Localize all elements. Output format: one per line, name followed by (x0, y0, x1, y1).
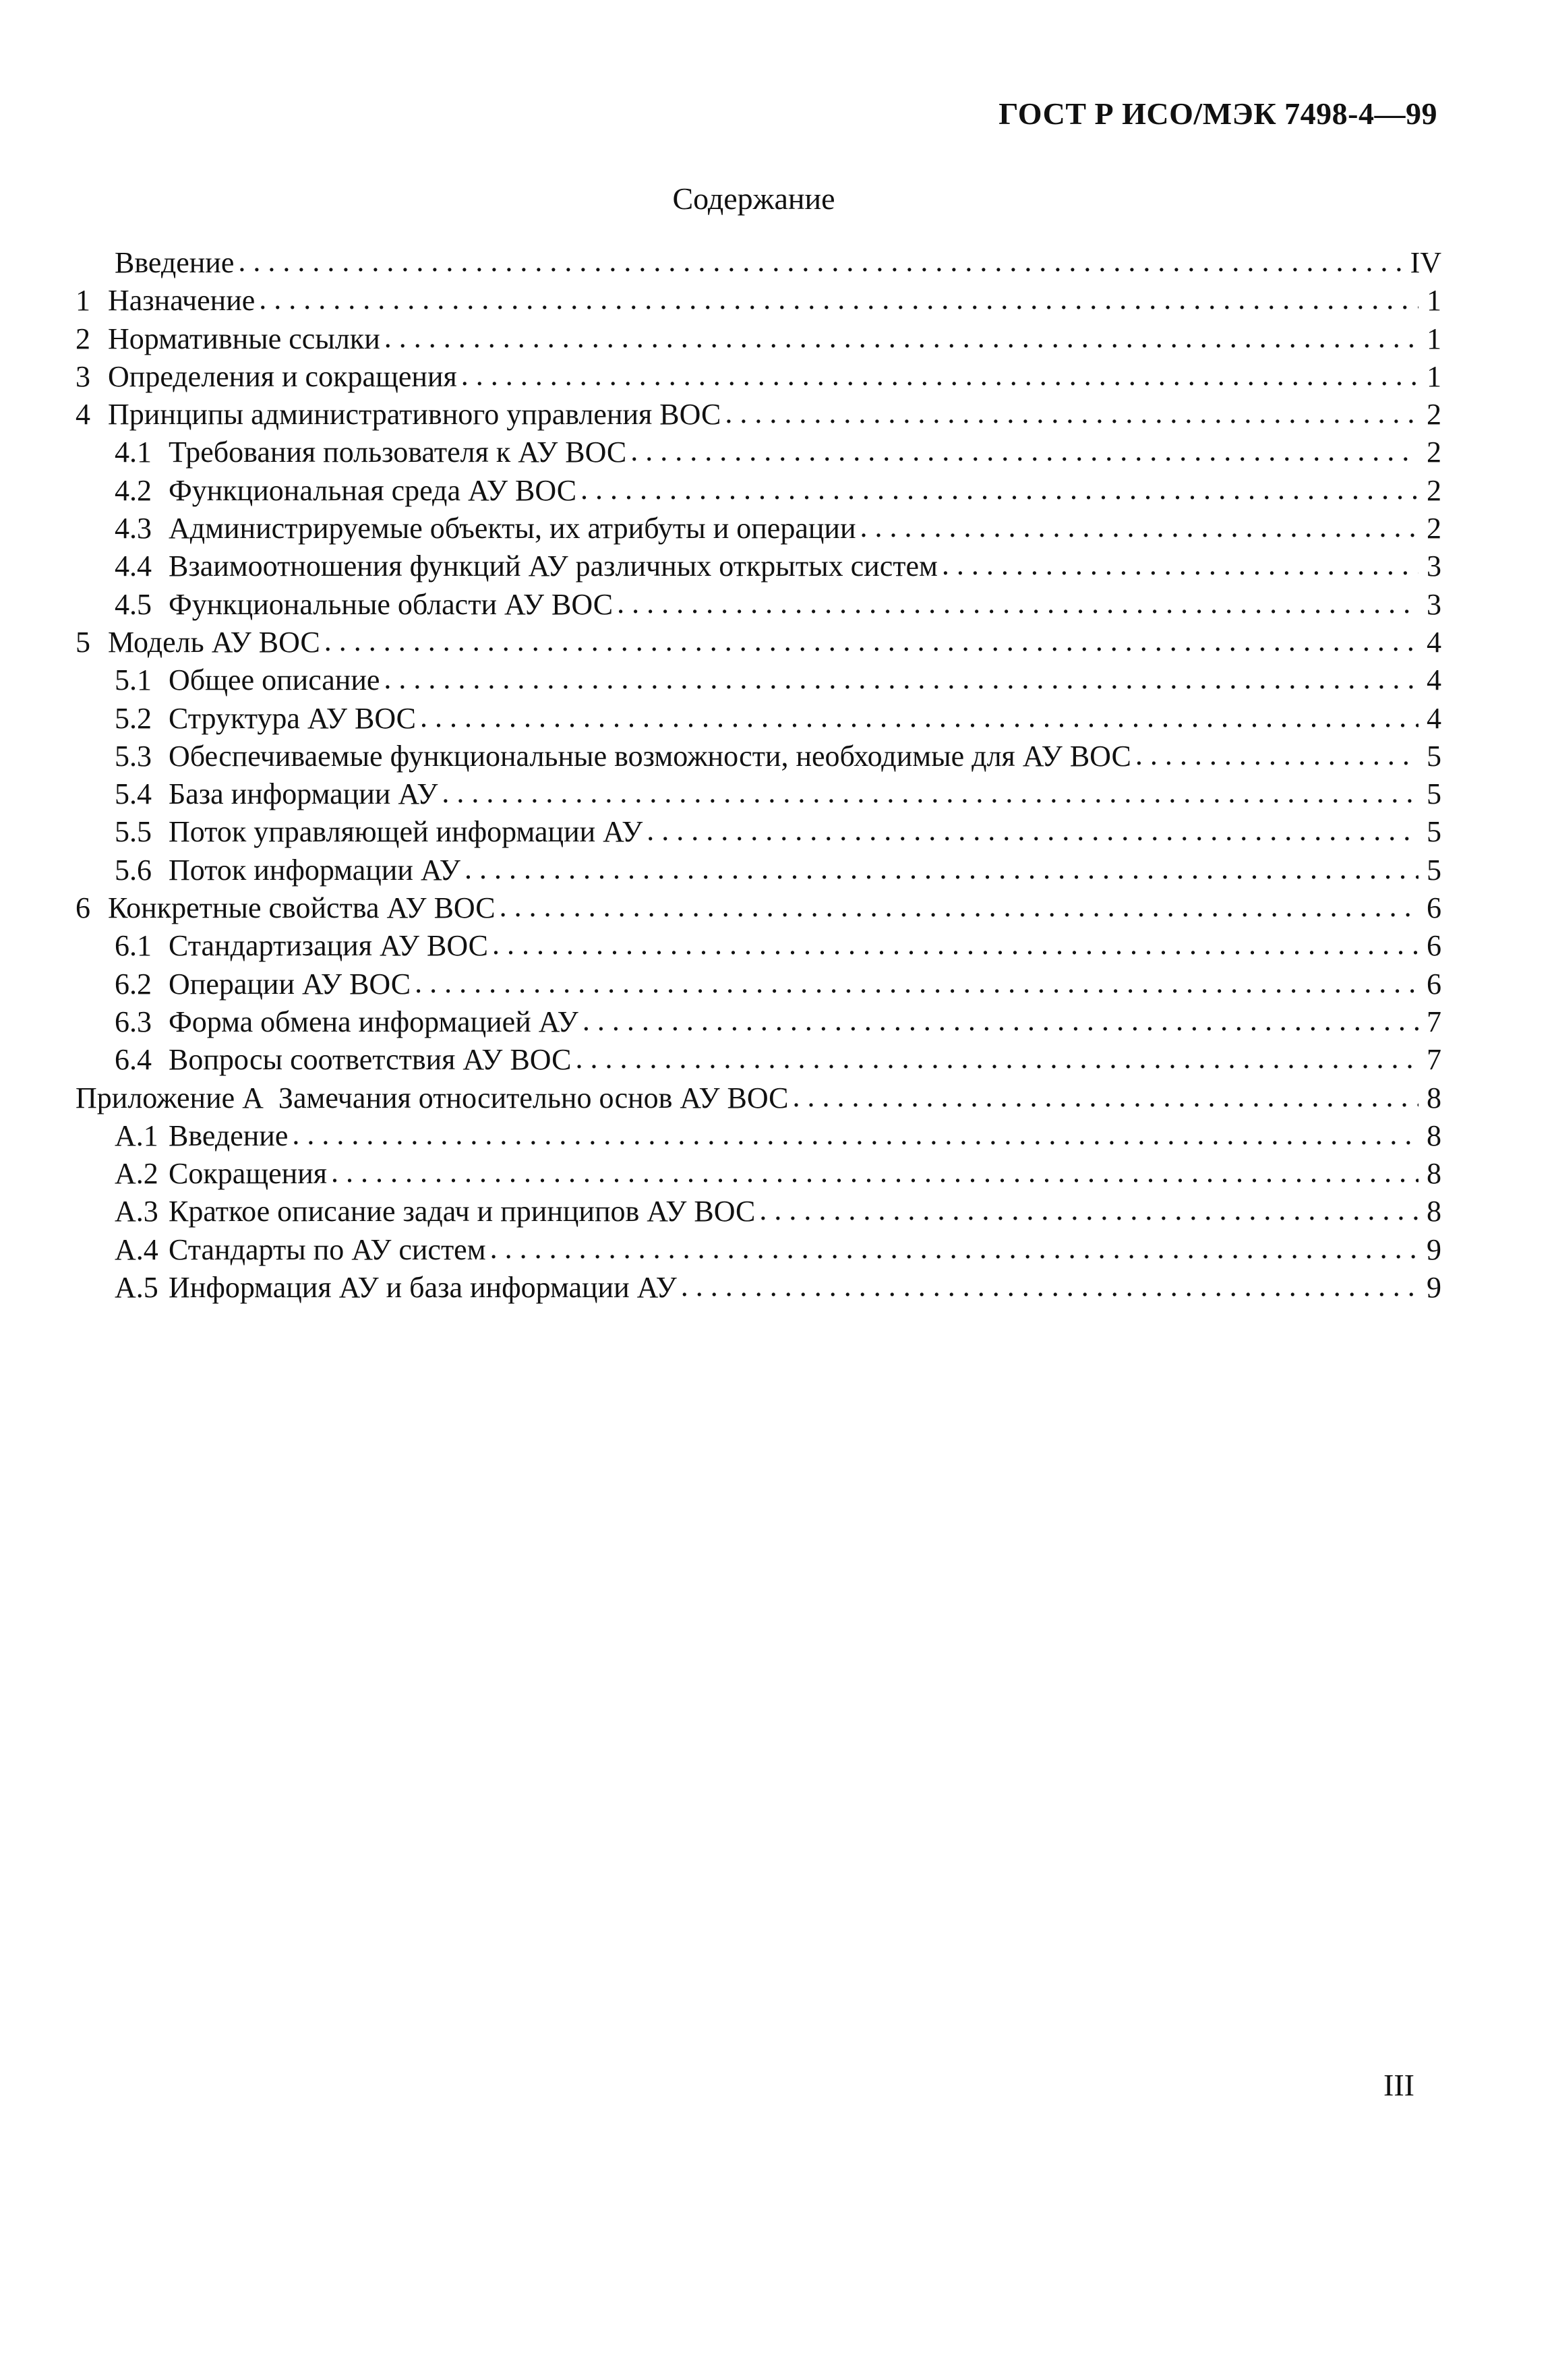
toc-leader-dots (580, 471, 1419, 508)
toc-entry-page: 4 (1427, 663, 1441, 697)
toc-leader-dots (575, 1040, 1419, 1077)
toc-entry-page: 3 (1427, 549, 1441, 583)
toc-entry-page: 2 (1427, 436, 1441, 469)
toc-entry (76, 852, 1441, 889)
toc-leader-dots (617, 585, 1419, 622)
toc-entry-page: 9 (1427, 1271, 1441, 1305)
toc-entry-number: 6 (76, 891, 90, 925)
toc-leader-dots (681, 1268, 1419, 1305)
toc-entry-label: Поток управляющей информации АУ (169, 815, 643, 849)
toc-entry-page: 5 (1427, 815, 1441, 849)
toc-entry-label: Функциональные области АУ ВОС (169, 587, 614, 621)
toc-leader-dots (647, 812, 1419, 850)
toc-leader-dots (942, 546, 1419, 584)
toc-entry (76, 586, 1441, 624)
toc-entry-label: Сокращения (169, 1157, 327, 1191)
toc-entry-label: База информации АУ (169, 777, 438, 811)
toc-entry-number: А.1 (115, 1119, 158, 1152)
toc-entry (76, 624, 1441, 661)
toc-entry-label: Обеспечиваемые функциональные возможности, необходимые для АУ ВОС (169, 739, 1131, 773)
toc-entry-page: 1 (1427, 322, 1441, 355)
toc-leader-dots (324, 622, 1419, 660)
toc-leader-dots (492, 926, 1419, 963)
toc-entry-number: 4 (76, 398, 90, 432)
toc-entry-page: 8 (1427, 1157, 1441, 1191)
toc-entry (76, 1155, 1441, 1193)
toc-leader-dots (630, 432, 1419, 470)
toc-leader-dots (860, 508, 1419, 546)
toc-entry-label: Операции АУ ВОС (169, 967, 411, 1001)
toc-entry (76, 965, 1441, 1003)
toc-entry-page: 1 (1427, 359, 1441, 393)
toc-entry-label: Приложение А Замечания относительно основ АУ ВОС (76, 1081, 789, 1114)
toc-entry-page: 1 (1427, 284, 1441, 318)
toc-entry (76, 320, 1441, 358)
toc-entry-page: 7 (1427, 1005, 1441, 1038)
toc-entry-number: 4.1 (115, 436, 152, 469)
toc-entry (76, 813, 1441, 851)
toc-entry-label: Вопросы соответствия АУ ВОС (169, 1043, 572, 1077)
toc-entry-number: 6.2 (115, 967, 152, 1001)
toc-entry-number: А.4 (115, 1232, 158, 1266)
toc-leader-dots (384, 319, 1419, 357)
toc-entry-number: 4.4 (115, 549, 152, 583)
document-header: ГОСТ Р ИСО/МЭК 7498-4—99 (998, 96, 1437, 131)
toc-entry-number: 4.2 (115, 473, 152, 507)
toc-leader-dots (1135, 736, 1419, 774)
toc-entry (76, 775, 1441, 813)
toc-entry (76, 1117, 1441, 1155)
toc-leader-dots (500, 888, 1419, 926)
toc-entry-number: 4.5 (115, 587, 152, 621)
toc-entry-label: Нормативные ссылки (108, 322, 380, 355)
toc-entry (76, 358, 1441, 396)
toc-entry-number: 5 (76, 625, 90, 659)
toc-entry (76, 1041, 1441, 1079)
toc-entry-page: 8 (1427, 1119, 1441, 1152)
toc-entry-page: 5 (1427, 853, 1441, 887)
toc-entry (76, 889, 1441, 927)
toc-entry-label: Назначение (108, 284, 256, 318)
toc-entry-page: 8 (1427, 1195, 1441, 1228)
toc-entry-label: Краткое описание задач и принципов АУ ВОС (169, 1195, 756, 1228)
toc-entry-label: Структура АУ ВОС (169, 701, 416, 735)
toc-entry-number: 6.3 (115, 1005, 152, 1038)
toc-entry-label: Функциональная среда АУ ВОС (169, 473, 577, 507)
toc-entry-label: Взаимоотношения функций АУ различных открытых систем (169, 549, 938, 583)
toc-entry-number: 1 (76, 284, 90, 318)
toc-leader-dots (725, 394, 1419, 432)
toc-title: Содержание (672, 181, 835, 216)
toc-entry (76, 472, 1441, 510)
toc-entry (76, 547, 1441, 585)
page-number: III (1383, 2068, 1414, 2102)
toc-entry (76, 927, 1441, 965)
toc-entry (76, 434, 1441, 471)
toc-entry (76, 661, 1441, 699)
toc-entry (76, 1231, 1441, 1269)
toc-entry-label: Требования пользователя к АУ ВОС (169, 436, 627, 469)
toc-entry-label: Принципы административного управления ВОС (108, 398, 721, 432)
table-of-contents (76, 244, 1441, 1307)
toc-entry-page: 4 (1427, 701, 1441, 735)
toc-entry (76, 738, 1441, 775)
toc-leader-dots (583, 1002, 1419, 1040)
toc-entry-page: 8 (1427, 1081, 1441, 1114)
toc-entry-page: IV (1410, 246, 1441, 279)
toc-entry-page: 2 (1427, 398, 1441, 432)
toc-entry-page: 2 (1427, 473, 1441, 507)
toc-entry (76, 244, 1441, 282)
toc-entry-page: 7 (1427, 1043, 1441, 1077)
toc-leader-dots (442, 774, 1419, 812)
toc-entry-number: А.5 (115, 1271, 158, 1305)
toc-entry (76, 282, 1441, 320)
toc-entry-label: Стандартизация АУ ВОС (169, 929, 489, 963)
toc-entry-number: А.2 (115, 1157, 158, 1191)
toc-entry-number: 5.2 (115, 701, 152, 735)
toc-entry-number: 6.1 (115, 929, 152, 963)
toc-entry-page: 6 (1427, 967, 1441, 1001)
toc-entry-label: Администрируемые объекты, их атрибуты и операции (169, 512, 856, 545)
toc-entry-label: Стандарты по АУ систем (169, 1232, 486, 1266)
toc-entry-page: 2 (1427, 512, 1441, 545)
toc-entry-label: Модель АУ ВОС (108, 625, 320, 659)
toc-entry (76, 1193, 1441, 1230)
toc-leader-dots (792, 1078, 1419, 1116)
toc-entry-label: Определения и сокращения (108, 359, 457, 393)
toc-entry (76, 1269, 1441, 1307)
toc-entry-page: 4 (1427, 625, 1441, 659)
toc-entry-number: 5.6 (115, 853, 152, 887)
toc-entry-number: 5.4 (115, 777, 152, 811)
toc-entry-number: 4.3 (115, 512, 152, 545)
toc-entry-page: 9 (1427, 1232, 1441, 1266)
toc-entry-label: Информация АУ и база информации АУ (169, 1271, 677, 1305)
toc-entry (76, 396, 1441, 434)
toc-leader-dots (420, 698, 1419, 736)
toc-leader-dots (292, 1116, 1419, 1154)
toc-entry-number: 5.5 (115, 815, 152, 849)
toc-leader-dots (238, 243, 1406, 280)
toc-leader-dots (259, 280, 1419, 318)
toc-entry (76, 1003, 1441, 1041)
toc-leader-dots (759, 1191, 1419, 1229)
toc-entry-number: 5.1 (115, 663, 152, 697)
toc-entry-page: 5 (1427, 739, 1441, 773)
toc-leader-dots (461, 357, 1419, 394)
toc-entry-label: Форма обмена информацией АУ (169, 1005, 578, 1038)
toc-entry-label: Введение (115, 246, 235, 279)
toc-leader-dots (331, 1154, 1419, 1191)
toc-entry-number: А.3 (115, 1195, 158, 1228)
toc-leader-dots (490, 1230, 1419, 1268)
toc-entry (76, 510, 1441, 547)
toc-entry-label: Общее описание (169, 663, 380, 697)
toc-leader-dots (384, 660, 1419, 698)
toc-entry-number: 6.4 (115, 1043, 152, 1077)
toc-entry-label: Поток информации АУ (169, 853, 460, 887)
toc-entry-number: 5.3 (115, 739, 152, 773)
toc-leader-dots (465, 850, 1419, 888)
toc-entry-label: Введение (169, 1119, 289, 1152)
toc-entry-page: 6 (1427, 891, 1441, 925)
toc-entry-page: 5 (1427, 777, 1441, 811)
toc-entry-number: 2 (76, 322, 90, 355)
toc-entry-page: 6 (1427, 929, 1441, 963)
toc-entry (76, 700, 1441, 738)
toc-leader-dots (415, 964, 1419, 1002)
toc-entry-number: 3 (76, 359, 90, 393)
toc-entry-label: Конкретные свойства АУ ВОС (108, 891, 496, 925)
toc-entry (76, 1079, 1441, 1117)
toc-entry-page: 3 (1427, 587, 1441, 621)
